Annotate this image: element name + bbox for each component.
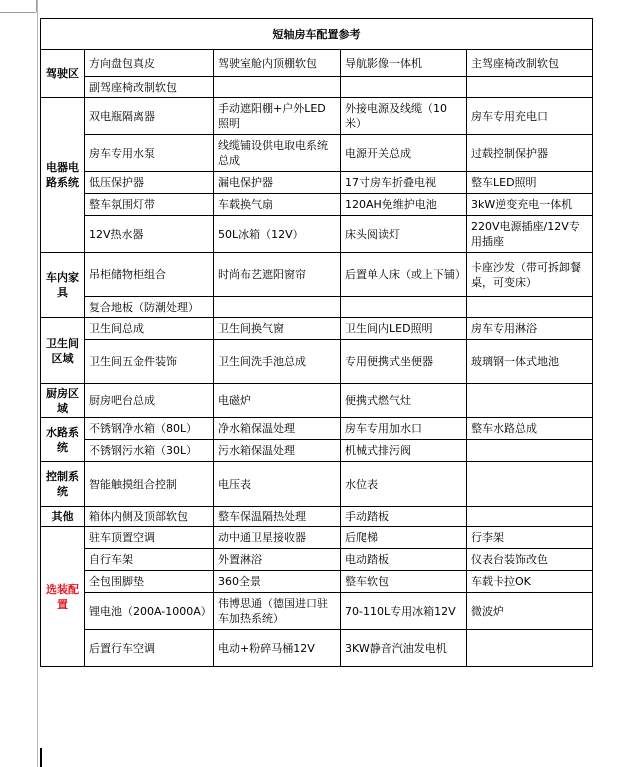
config-item: 50L冰箱（12V） (214, 216, 341, 253)
config-item: 副驾座椅改制软包 (85, 77, 214, 98)
config-item: 电磁炉 (214, 384, 341, 418)
crop-mark (36, 0, 37, 12)
config-item (341, 77, 467, 98)
category-label: 选装配置 (41, 527, 85, 667)
config-item: 自行车架 (85, 549, 214, 571)
config-item: 厨房吧台总成 (85, 384, 214, 418)
title-row (41, 19, 593, 50)
table-row (41, 98, 593, 135)
table-row (41, 50, 593, 77)
config-item: 360全景 (214, 571, 341, 593)
config-item (467, 462, 593, 507)
table-row (41, 77, 593, 98)
category-label: 厨房区域 (41, 384, 85, 418)
config-item: 卫生间换气窗 (214, 318, 341, 340)
config-item: 卫生间总成 (85, 318, 214, 340)
table-row (41, 172, 593, 194)
config-item: 车载换气扇 (214, 194, 341, 216)
table-row (41, 135, 593, 172)
config-item: 220V电源插座/12V专用插座 (467, 216, 593, 253)
config-item: 伟博思通（德国进口驻车加热系统） (214, 593, 341, 630)
table-row (41, 216, 593, 253)
config-item: 主驾座椅改制软包 (467, 50, 593, 77)
table-row (41, 318, 593, 340)
config-item: 房车专用加水口 (341, 418, 467, 440)
config-item: 机械式排污阀 (341, 440, 467, 462)
config-item: 玻璃钢一体式地池 (467, 340, 593, 384)
config-item: 整车氛围灯带 (85, 194, 214, 216)
config-table (40, 18, 593, 667)
config-item: 120AH免维护电池 (341, 194, 467, 216)
config-item: 时尚布艺遮阳窗帘 (214, 253, 341, 297)
config-item: 整车保温隔热处理 (214, 507, 341, 527)
config-item: 线缆铺设供电取电系统总成 (214, 135, 341, 172)
config-item: 外接电源及线缆（10米） (341, 98, 467, 135)
config-item (467, 384, 593, 418)
config-item: 不锈钢净水箱（80L） (85, 418, 214, 440)
config-item (214, 77, 341, 98)
config-item: 后置行车空调 (85, 630, 214, 667)
table-row (41, 630, 593, 667)
config-item: 箱体内侧及顶部软包 (85, 507, 214, 527)
config-item: 智能触摸组合控制 (85, 462, 214, 507)
table-row (41, 549, 593, 571)
table-row (41, 462, 593, 507)
config-item: 12V热水器 (85, 216, 214, 253)
config-item: 卫生间五金件装饰 (85, 340, 214, 384)
config-item: 整车软包 (341, 571, 467, 593)
config-item: 电动踏板 (341, 549, 467, 571)
document-title: 短轴房车配置参考 (41, 19, 593, 50)
config-item: 手动遮阳棚+户外LED照明 (214, 98, 341, 135)
category-label: 水路系统 (41, 418, 85, 462)
config-item: 污水箱保温处理 (214, 440, 341, 462)
config-item (341, 297, 467, 318)
config-item: 复合地板（防潮处理） (85, 297, 214, 318)
config-item: 整车水路总成 (467, 418, 593, 440)
category-label: 电器电路系统 (41, 98, 85, 253)
config-item: 驾驶室舱内顶棚软包 (214, 50, 341, 77)
table-row (41, 507, 593, 527)
config-item: 行李架 (467, 527, 593, 549)
table-row (41, 527, 593, 549)
config-item: 电源开关总成 (341, 135, 467, 172)
config-item: 卡座沙发（带可拆卸餐桌，可变床） (467, 253, 593, 297)
config-item: 3KW静音汽油发电机 (341, 630, 467, 667)
config-item: 全包围脚垫 (85, 571, 214, 593)
config-item: 17寸房车折叠电视 (341, 172, 467, 194)
config-item (467, 77, 593, 98)
config-item: 房车专用淋浴 (467, 318, 593, 340)
table-row (41, 384, 593, 418)
page-edge (37, 0, 38, 767)
config-item: 便携式燃气灶 (341, 384, 467, 418)
config-item: 导航影像一体机 (341, 50, 467, 77)
config-item: 卫生间内LED照明 (341, 318, 467, 340)
table-row (41, 253, 593, 297)
config-item: 漏电保护器 (214, 172, 341, 194)
config-item: 过载控制保护器 (467, 135, 593, 172)
category-label: 车内家具 (41, 253, 85, 318)
config-item: 锂电池（200A-1000A） (85, 593, 214, 630)
config-item: 电压表 (214, 462, 341, 507)
config-item: 房车专用水泵 (85, 135, 214, 172)
category-label: 控制系统 (41, 462, 85, 507)
config-item: 后爬梯 (341, 527, 467, 549)
config-item: 70-110L专用冰箱12V (341, 593, 467, 630)
config-item: 驻车顶置空调 (85, 527, 214, 549)
config-item: 车载卡拉OK (467, 571, 593, 593)
config-item (214, 297, 341, 318)
table-row (41, 340, 593, 384)
config-item: 外置淋浴 (214, 549, 341, 571)
crop-mark (0, 12, 36, 13)
category-label: 其他 (41, 507, 85, 527)
config-item: 房车专用充电口 (467, 98, 593, 135)
category-label: 卫生间区域 (41, 318, 85, 384)
config-item: 净水箱保温处理 (214, 418, 341, 440)
config-item: 动中通卫星接收器 (214, 527, 341, 549)
config-item: 水位表 (341, 462, 467, 507)
config-item: 电动+粉碎马桶12V (214, 630, 341, 667)
config-item (467, 440, 593, 462)
config-item: 双电瓶隔离器 (85, 98, 214, 135)
config-item: 低压保护器 (85, 172, 214, 194)
config-item: 方向盘包真皮 (85, 50, 214, 77)
category-label: 驾驶区 (41, 50, 85, 98)
config-item: 手动踏板 (341, 507, 467, 527)
config-item (467, 630, 593, 667)
table-row (41, 440, 593, 462)
config-item: 专用便携式坐便器 (341, 340, 467, 384)
table-row (41, 593, 593, 630)
config-item: 3kW逆变充电一体机 (467, 194, 593, 216)
table-row (41, 194, 593, 216)
config-item (467, 507, 593, 527)
text-cursor (40, 748, 42, 767)
config-item: 不锈钢污水箱（30L） (85, 440, 214, 462)
config-item: 吊柜储物柜组合 (85, 253, 214, 297)
config-item: 仪表台装饰改色 (467, 549, 593, 571)
config-item: 整车LED照明 (467, 172, 593, 194)
config-item: 卫生间洗手池总成 (214, 340, 341, 384)
table-row (41, 571, 593, 593)
table-row (41, 297, 593, 318)
config-item (467, 297, 593, 318)
config-item: 微波炉 (467, 593, 593, 630)
table-row (41, 418, 593, 440)
config-item: 床头阅读灯 (341, 216, 467, 253)
config-item: 后置单人床（或上下铺） (341, 253, 467, 297)
